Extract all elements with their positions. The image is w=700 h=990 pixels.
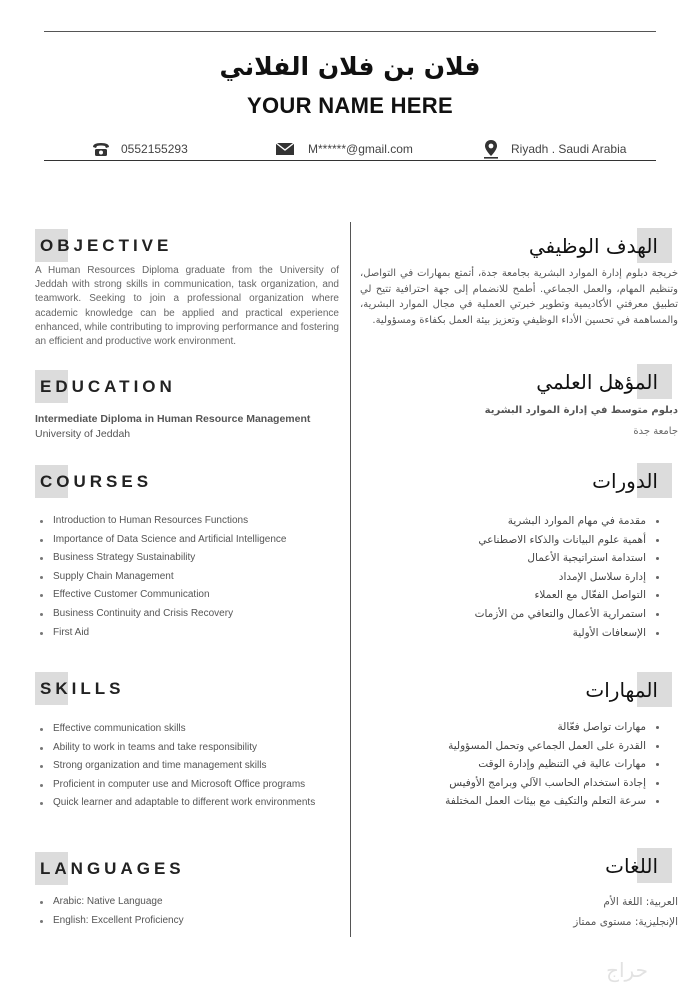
list-item: Introduction to Human Resources Functions: [53, 512, 286, 531]
list-item: القدرة على العمل الجماعي وتحمل المسؤولية: [445, 737, 646, 756]
courses-heading-ar: الدورات: [592, 463, 672, 498]
list-item: Ability to work in teams and take responsibility: [53, 739, 315, 758]
phone-text: 0552155293: [121, 142, 188, 156]
phone-icon: [91, 141, 111, 157]
column-divider: [350, 222, 351, 937]
languages-list: [35, 893, 184, 930]
list-item: الإنجليزية: مستوى ممتاز: [573, 916, 678, 928]
list-item: التواصل الفعّال مع العملاء: [475, 586, 646, 605]
list-item: English: Excellent Proficiency: [53, 912, 184, 931]
list-item: Importance of Data Science and Artificial Intelligence: [53, 531, 286, 550]
list-item: Effective communication skills: [53, 720, 315, 739]
skills-list-ar: [445, 718, 660, 811]
objective-text: A Human Resources Diploma graduate from the University of Jeddah with strong skills in communication, task organization, and teamwork. Seeking to join a professional organization where academic knowledge can be applied and practical experience enhanced, while contributing to improving performance and fostering an efficient and productive work environment.: [35, 265, 339, 348]
contact-location: [483, 138, 626, 160]
education-school-ar: جامعة جدة: [633, 426, 678, 437]
list-item: استمرارية الأعمال والتعافي من الأزمات: [475, 605, 646, 624]
objective-heading-ar: الهدف الوظيفي: [529, 228, 672, 263]
courses-list-ar: [475, 512, 660, 642]
list-item: Business Strategy Sustainability: [53, 549, 286, 568]
list-item: استدامة استراتيجية الأعمال: [475, 549, 646, 568]
education-degree-ar: دبلوم متوسط في إدارة الموارد البشرية: [484, 405, 678, 416]
skills-list: [35, 720, 315, 813]
list-item: مهارات عالية في التنظيم وإدارة الوقت: [445, 755, 646, 774]
list-item: First Aid: [53, 624, 286, 643]
education-heading-ar: المؤهل العلمي: [536, 364, 672, 399]
top-rule: [44, 31, 656, 32]
objective-text-ar: خريجة دبلوم إدارة الموارد البشرية بجامعة جدة، أتمتع بمهارات في التواصل، وتنظيم المهام، والعمل الجماعي. أطمح للانضمام إلى جهة احترافية تتيح لي تطبيق معرفتي الأكاديمية وتطوير خبرتي العملية في مجال الموارد البشرية، والمساهمة في تحسين الأداء الوظيفي وتعزيز بيئة العمل بكفاءة ومسؤولية.: [360, 268, 678, 326]
list-item: إجادة استخدام الحاسب الآلي وبرامج الأوفيس: [445, 774, 646, 793]
objective-heading: OBJECTIVE: [35, 229, 172, 262]
list-item: مهارات تواصل فعّالة: [445, 718, 646, 737]
name-arabic: فلان بن فلان الفلاني: [219, 52, 481, 81]
skills-heading: SKILLS: [35, 672, 124, 705]
contact-phone: [91, 138, 188, 160]
contact-email: [275, 138, 413, 160]
list-item: سرعة التعلم والتكيف مع بيئات العمل المختلفة: [445, 792, 646, 811]
languages-heading: LANGUAGES: [35, 852, 185, 885]
list-item: Effective Customer Communication: [53, 586, 286, 605]
location-pin-icon: [483, 139, 499, 159]
skills-heading-ar: المهارات: [585, 672, 672, 707]
languages-heading-ar: اللغات: [605, 848, 672, 883]
name-english: YOUR NAME HERE: [247, 93, 453, 118]
list-item: أهمية علوم البيانات والذكاء الاصطناعي: [475, 531, 646, 550]
list-item: العربية: اللغة الأم: [603, 896, 678, 908]
location-text: Riyadh . Saudi Arabia: [511, 142, 627, 156]
list-item: Quick learner and adaptable to different work environments: [53, 794, 315, 813]
languages-list-ar: [573, 892, 678, 932]
list-item: إدارة سلاسل الإمداد: [475, 568, 646, 587]
education-school: University of Jeddah: [35, 428, 131, 440]
list-item: مقدمة في مهام الموارد البشرية: [475, 512, 646, 531]
list-item: Strong organization and time management skills: [53, 757, 315, 776]
list-item: Business Continuity and Crisis Recovery: [53, 605, 286, 624]
list-item: الإسعافات الأولية: [475, 624, 646, 643]
courses-list: [35, 512, 286, 642]
education-degree: Intermediate Diploma in Human Resource Management: [35, 413, 311, 425]
email-text: M******@gmail.com: [308, 142, 413, 156]
watermark-logo: حراج: [606, 958, 648, 982]
courses-heading: COURSES: [35, 465, 152, 498]
list-item: Supply Chain Management: [53, 568, 286, 587]
list-item: Proficient in computer use and Microsoft Office programs: [53, 776, 315, 795]
mail-icon: [275, 142, 295, 156]
education-heading: EDUCATION: [35, 370, 176, 403]
contact-rule: [44, 160, 656, 161]
list-item: Arabic: Native Language: [53, 893, 184, 912]
